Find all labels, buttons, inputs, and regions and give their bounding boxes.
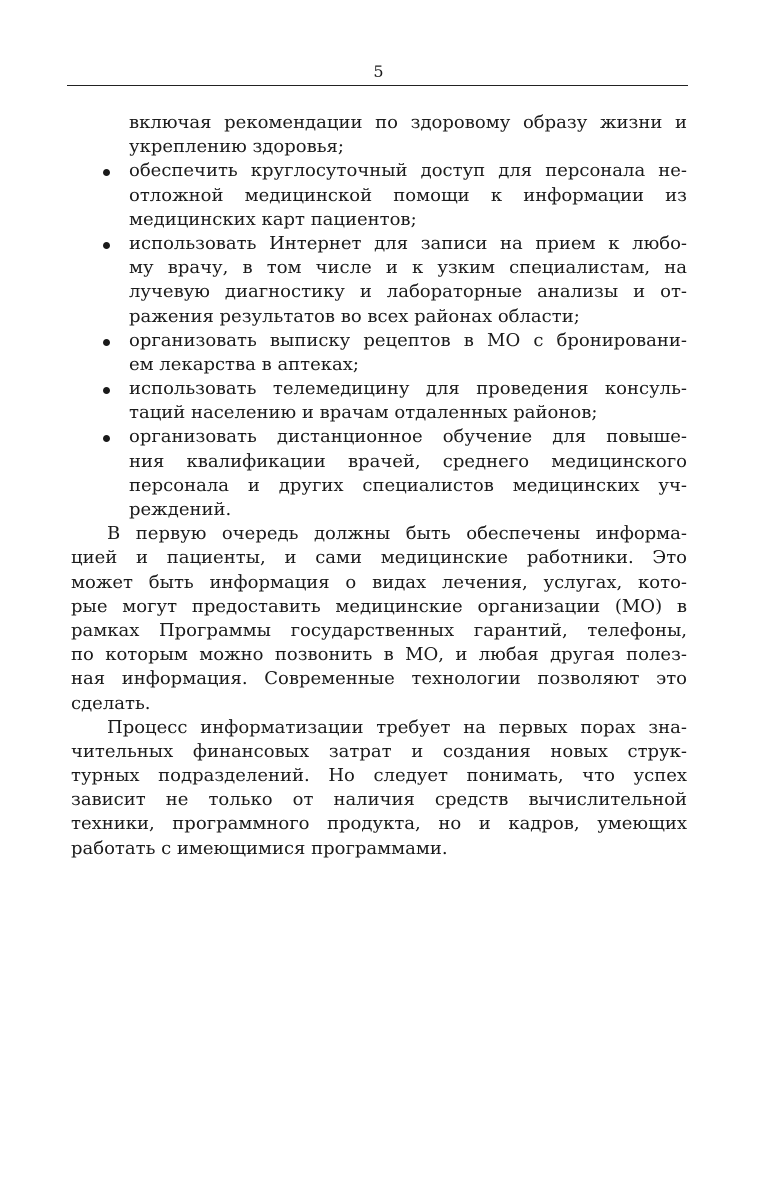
- bullet-icon: [103, 169, 110, 176]
- bullet-icon: [103, 387, 110, 394]
- text-line: ражения результатов во всех районах области;: [129, 305, 580, 327]
- bullet-icon: [103, 242, 110, 249]
- bullet-item: [71, 425, 687, 522]
- text-line: зависит не только от наличия средств вычислительной: [71, 789, 687, 811]
- text-line: использовать Интернет для записи на прием к любо-: [71, 232, 687, 256]
- text-line: ния квалификации врачей, среднего медицинского: [129, 450, 687, 472]
- text-line: таций населению и врачам отдаленных районов;: [129, 402, 598, 424]
- page-number: 5: [373, 62, 384, 81]
- text-line: лучевую диагностику и лабораторные анализы и от-: [129, 281, 687, 303]
- bullet-icon: [103, 435, 110, 442]
- text-line: турных подразделений. Но следует понимать, что успех: [71, 765, 687, 787]
- text-line: рамках Программы государственных гарантий, телефоны,: [71, 619, 687, 641]
- text-line: организовать дистанционное обучение для повыше-: [71, 425, 687, 449]
- text-line: рые могут предоставить медицинские организации (МО) в: [71, 595, 687, 617]
- text-line: включая рекомендации по здоровому образу жизни и: [129, 112, 687, 133]
- text-line: цией и пациенты, и сами медицинские работники. Это: [71, 547, 687, 569]
- text-line: чительных финансовых затрат и создания новых струк-: [71, 740, 687, 762]
- page-body: [71, 111, 687, 861]
- text-line: сделать.: [71, 692, 151, 714]
- text-line: ная информация. Современные технологии позволяют это: [71, 668, 687, 690]
- text-line: по которым можно позвонить в МО, и любая другая полез-: [71, 644, 687, 666]
- bullet-item: [71, 232, 687, 329]
- text-line: отложной медицинской помощи к информации из: [129, 184, 687, 206]
- text-line: Процесс информатизации требует на первых порах зна-: [107, 716, 687, 738]
- text-line: реждений.: [129, 499, 232, 520]
- text-line: медицинских карт пациентов;: [129, 208, 417, 230]
- bullet-item: [71, 159, 687, 232]
- text-line: обеспечить круглосуточный доступ для персонала не-: [71, 159, 687, 183]
- text-line: укреплению здоровья;: [129, 136, 344, 158]
- paragraph: [71, 522, 687, 716]
- text-line: использовать телемедицину для проведения консуль-: [71, 377, 687, 401]
- text-line: персонала и других специалистов медицинских уч-: [129, 474, 687, 496]
- text-line: ем лекарства в аптеках;: [129, 353, 359, 375]
- text-line: может быть информация о видах лечения, услугах, кото-: [71, 571, 687, 593]
- bullet-icon: [103, 339, 110, 346]
- text-line: му врачу, в том числе и к узким специалистам, на: [129, 257, 687, 279]
- text-line: работать с имеющимися программами.: [71, 837, 448, 859]
- paragraph: [71, 716, 687, 861]
- continuation-text: [71, 111, 687, 159]
- bullet-item: [71, 377, 687, 425]
- text-line: организовать выписку рецептов в МО с бронировани-: [71, 329, 687, 353]
- text-line: техники, программного продукта, но и кадров, умеющих: [71, 813, 687, 835]
- bullet-item: [71, 329, 687, 377]
- text-line: В первую очередь должны быть обеспечены информа-: [107, 523, 687, 545]
- header-rule: [67, 85, 688, 86]
